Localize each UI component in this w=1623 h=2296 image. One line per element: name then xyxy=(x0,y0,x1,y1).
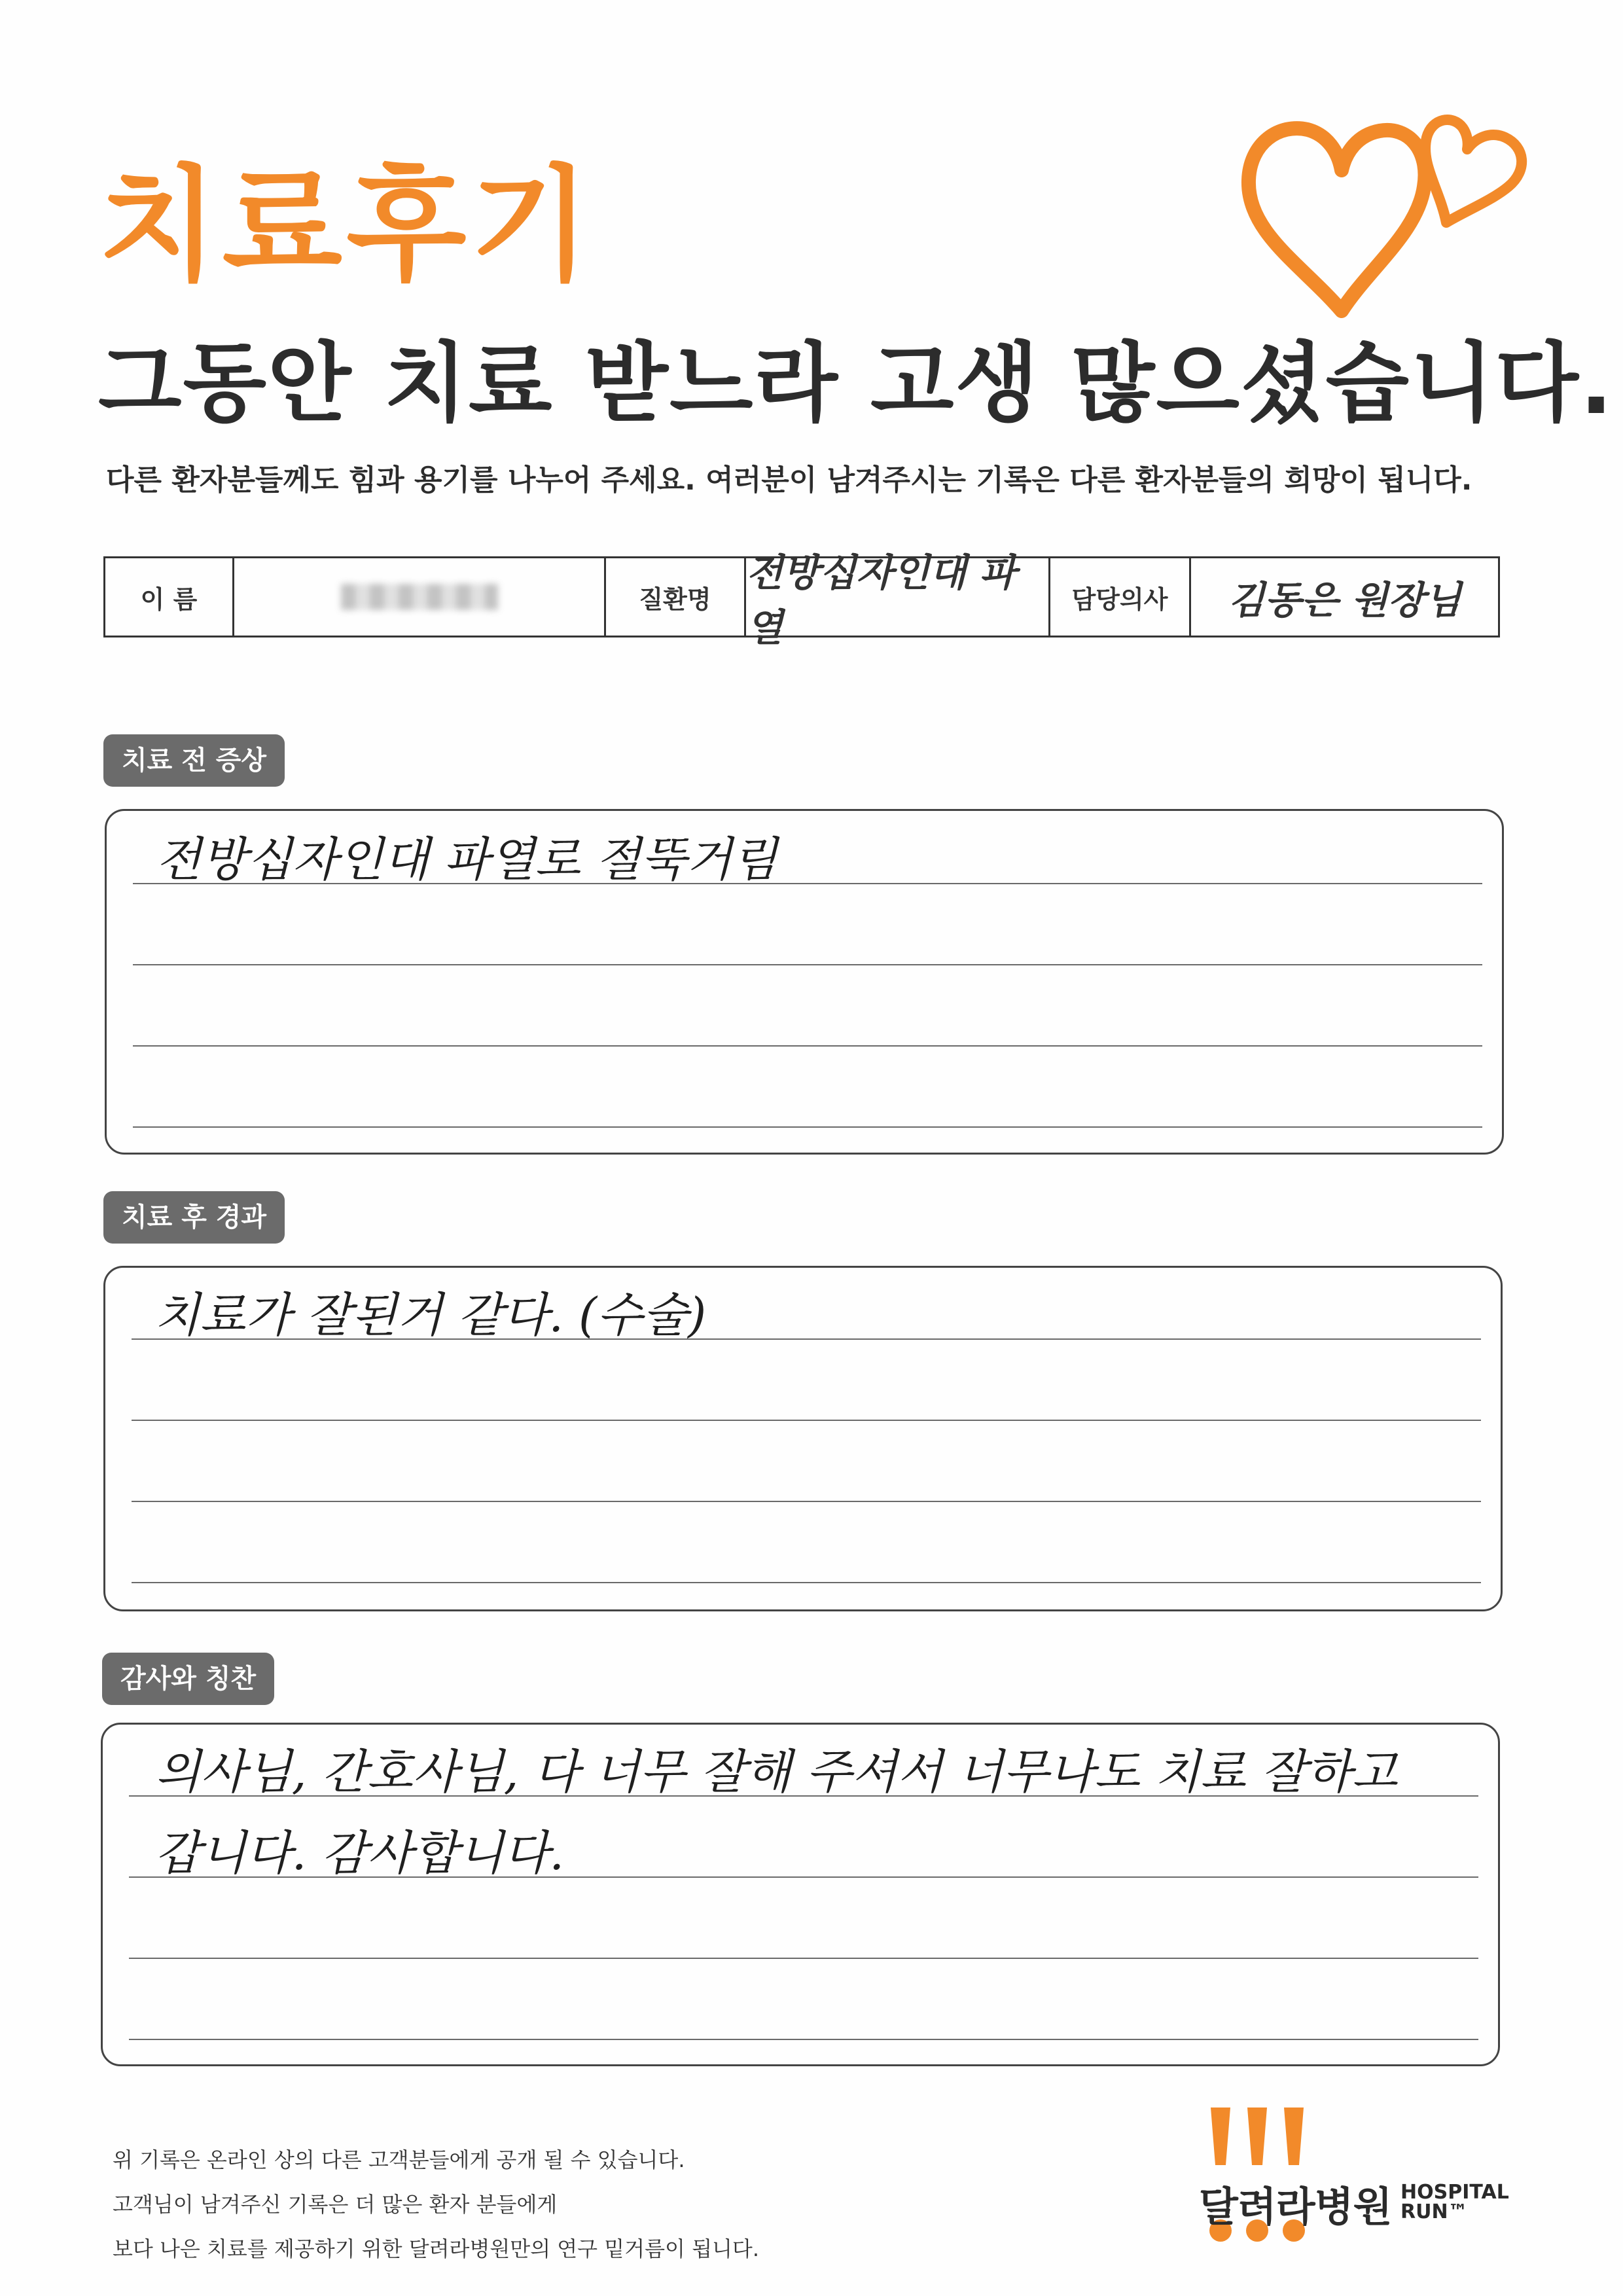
heart-icon xyxy=(1230,92,1544,334)
footer-line: 고객님이 남겨주신 기록은 더 많은 환자 분들에게 xyxy=(113,2192,558,2217)
handwritten-line: 전방십자인대 파열로 절뚝거림 xyxy=(156,832,777,887)
disease-value-field[interactable]: 전방십자인대 파열 xyxy=(746,558,1050,636)
writing-line xyxy=(129,1958,1478,1959)
handwritten-line: 치료가 잘된거 같다. (수술) xyxy=(154,1287,707,1342)
section-tag-before: 치료 전 증상 xyxy=(103,734,285,787)
headline: 그동안 치료 받느라 고생 많으셨습니다. xyxy=(98,333,1614,434)
footer-line: 보다 나은 치료를 제공하기 위한 달려라병원만의 연구 밑거름이 됩니다. xyxy=(113,2236,759,2261)
logo-english xyxy=(1400,2183,1509,2222)
writing-line xyxy=(133,1126,1482,1128)
disease-label: 질환명 xyxy=(606,558,746,636)
section-tag-after: 치료 후 경과 xyxy=(103,1191,285,1244)
writing-line xyxy=(132,1582,1481,1583)
blurred-name xyxy=(341,584,498,610)
writing-line xyxy=(132,1420,1481,1421)
logo-english-line: HOSPITAL xyxy=(1400,2181,1509,2204)
page-title: 치료후기 xyxy=(98,153,595,298)
footer-line: 위 기록은 온라인 상의 다른 고객분들에게 공개 될 수 있습니다. xyxy=(113,2147,685,2172)
name-value-field[interactable] xyxy=(234,558,606,636)
subline: 다른 환자분들께도 힘과 용기를 나누어 주세요. 여러분이 남겨주시는 기록은 다른 환자분들의 희망이 됩니다. xyxy=(106,463,1472,497)
info-table xyxy=(103,550,1500,650)
section-tag-thanks: 감사와 칭찬 xyxy=(102,1653,274,1705)
logo-name: 달려라병원 xyxy=(1199,2183,1392,2231)
section-box-before[interactable] xyxy=(105,809,1504,1155)
doctor-label: 담당의사 xyxy=(1050,558,1191,636)
footer-notice xyxy=(113,2144,759,2277)
handwritten-line: 갑니다. 감사합니다. xyxy=(155,1825,565,1880)
doctor-value-field[interactable]: 김동은 원장님 xyxy=(1228,578,1461,622)
section-box-thanks[interactable] xyxy=(101,1723,1500,2066)
writing-line xyxy=(132,1501,1481,1502)
name-label: 이 름 xyxy=(105,558,234,636)
writing-line xyxy=(129,2039,1478,2040)
writing-line xyxy=(133,1045,1482,1047)
writing-line xyxy=(133,964,1482,965)
handwritten-line: 의사님, 간호사님, 다 너무 잘해 주셔서 너무나도 치료 잘하고 xyxy=(155,1744,1398,1799)
section-box-after[interactable] xyxy=(103,1266,1503,1611)
logo-english-line: RUN™ xyxy=(1400,2200,1468,2223)
